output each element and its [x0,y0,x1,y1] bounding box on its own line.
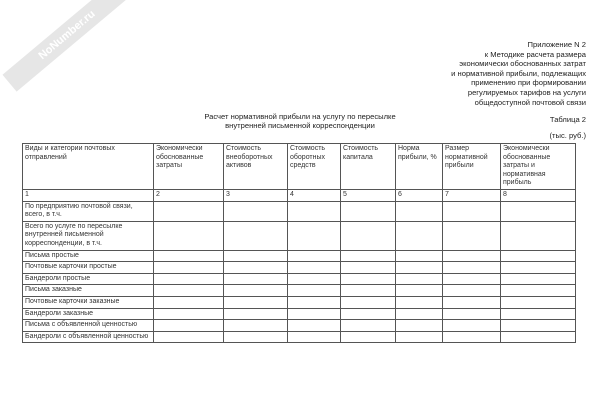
table-number: Таблица 2 [549,115,586,124]
table-row [23,250,576,262]
watermark: NoNumber.ru [2,0,131,92]
document-title [180,112,420,131]
title-line-2: внутренней письменной корреспонденции [225,121,375,131]
table-cell [443,221,501,250]
row-label: Бандероли простые [23,273,154,285]
units-label: (тыс. руб.) [549,131,586,140]
table-row [23,308,576,320]
table-row [23,221,576,250]
table-cell [288,331,341,343]
table-cell [224,250,288,262]
table-cell [501,221,576,250]
table-cell [396,262,443,274]
table-cell [341,221,396,250]
table-cell [341,331,396,343]
column-number: 5 [341,189,396,201]
table-cell [396,296,443,308]
column-number: 6 [396,189,443,201]
table-cell [341,273,396,285]
table-cell [224,221,288,250]
table-cell [341,308,396,320]
table-row [23,296,576,308]
table-cell [396,285,443,297]
table-cell [154,308,224,320]
table-cell [224,285,288,297]
table-row [23,320,576,332]
table-cell [224,273,288,285]
table-cell [443,320,501,332]
column-number: 4 [288,189,341,201]
column-number: 7 [443,189,501,201]
table-cell [396,308,443,320]
table-cell [224,320,288,332]
table-cell [396,201,443,221]
table-row [23,262,576,274]
table-cell [154,331,224,343]
table-cell [288,296,341,308]
table-cell [501,320,576,332]
table-cell [443,262,501,274]
appendix-line: и нормативной прибыли, подлежащих [451,68,586,78]
table-row [23,331,576,343]
table-cell [501,285,576,297]
header-cell: Норма прибыли, % [396,144,443,190]
column-number-row [23,189,576,201]
header-cell: Стоимость внеоборотных активов [224,144,288,190]
table-cell [154,221,224,250]
table-cell [288,201,341,221]
appendix-line: общедоступной почтовой связи [474,97,586,107]
table-cell [443,250,501,262]
header-cell: Стоимость оборотных средств [288,144,341,190]
row-label: Бандероли с объявленной ценностью [23,331,154,343]
table-cell [224,308,288,320]
table-cell [341,285,396,297]
table-cell [396,273,443,285]
header-row [23,144,576,190]
table-cell [288,273,341,285]
table-cell [443,273,501,285]
table-row [23,285,576,297]
table-cell [501,296,576,308]
table-cell [341,262,396,274]
table-cell [341,320,396,332]
table-cell [224,331,288,343]
row-label: Почтовые карточки заказные [23,296,154,308]
appendix-line: Приложение N 2 [527,40,586,49]
table-cell [154,285,224,297]
appendix-line: экономически обоснованных затрат [459,59,586,69]
table-cell [396,331,443,343]
row-label: По предприятию почтовой связи, всего, в т.ч. [23,201,154,221]
header-cell: Экономически обоснованные затраты [154,144,224,190]
header-cell: Стоимость капитала [341,144,396,190]
table-cell [501,331,576,343]
header-cell: Размер нормативной прибыли [443,144,501,190]
header-cell: Экономически обоснованные затраты и нормативная прибыль [501,144,576,190]
table-cell [154,201,224,221]
appendix-line: к Методике расчета размера [484,49,586,59]
table-cell [501,201,576,221]
row-label: Письма простые [23,250,154,262]
table-cell [288,221,341,250]
title-line-1: Расчет нормативной прибыли на услугу по пересылке [204,112,396,121]
table-cell [224,296,288,308]
table-cell [443,201,501,221]
table-cell [154,296,224,308]
appendix-note [366,40,586,107]
row-label: Бандероли заказные [23,308,154,320]
table-cell [224,262,288,274]
table-cell [443,285,501,297]
table-cell [501,273,576,285]
column-number: 2 [154,189,224,201]
column-number: 1 [23,189,154,201]
table-cell [443,296,501,308]
header-cell: Виды и категории почтовых отправлений [23,144,154,190]
table-cell [501,308,576,320]
table-cell [396,250,443,262]
table-cell [154,262,224,274]
table-cell [396,221,443,250]
table-row [23,201,576,221]
table-cell [443,308,501,320]
row-label: Почтовые карточки простые [23,262,154,274]
table-cell [288,285,341,297]
table-cell [154,250,224,262]
table-cell [288,320,341,332]
table-cell [501,250,576,262]
table-cell [443,331,501,343]
table-cell [396,320,443,332]
row-label: Письма с объявленной ценностью [23,320,154,332]
table-cell [288,308,341,320]
table-cell [154,273,224,285]
table-row [23,273,576,285]
row-label: Письма заказные [23,285,154,297]
table-cell [341,250,396,262]
table-cell [224,201,288,221]
table-cell [154,320,224,332]
appendix-line: регулируемых тарифов на услуги [467,87,586,97]
column-number: 3 [224,189,288,201]
table-cell [288,262,341,274]
column-number: 8 [501,189,576,201]
appendix-line: применению при формировании [471,78,586,88]
table-cell [288,250,341,262]
profit-table [22,143,576,343]
table-cell [501,262,576,274]
table-cell [341,201,396,221]
table-cell [341,296,396,308]
row-label: Всего по услуге по пересылке внутренней письменной корреспонденции, в т.ч. [23,221,154,250]
